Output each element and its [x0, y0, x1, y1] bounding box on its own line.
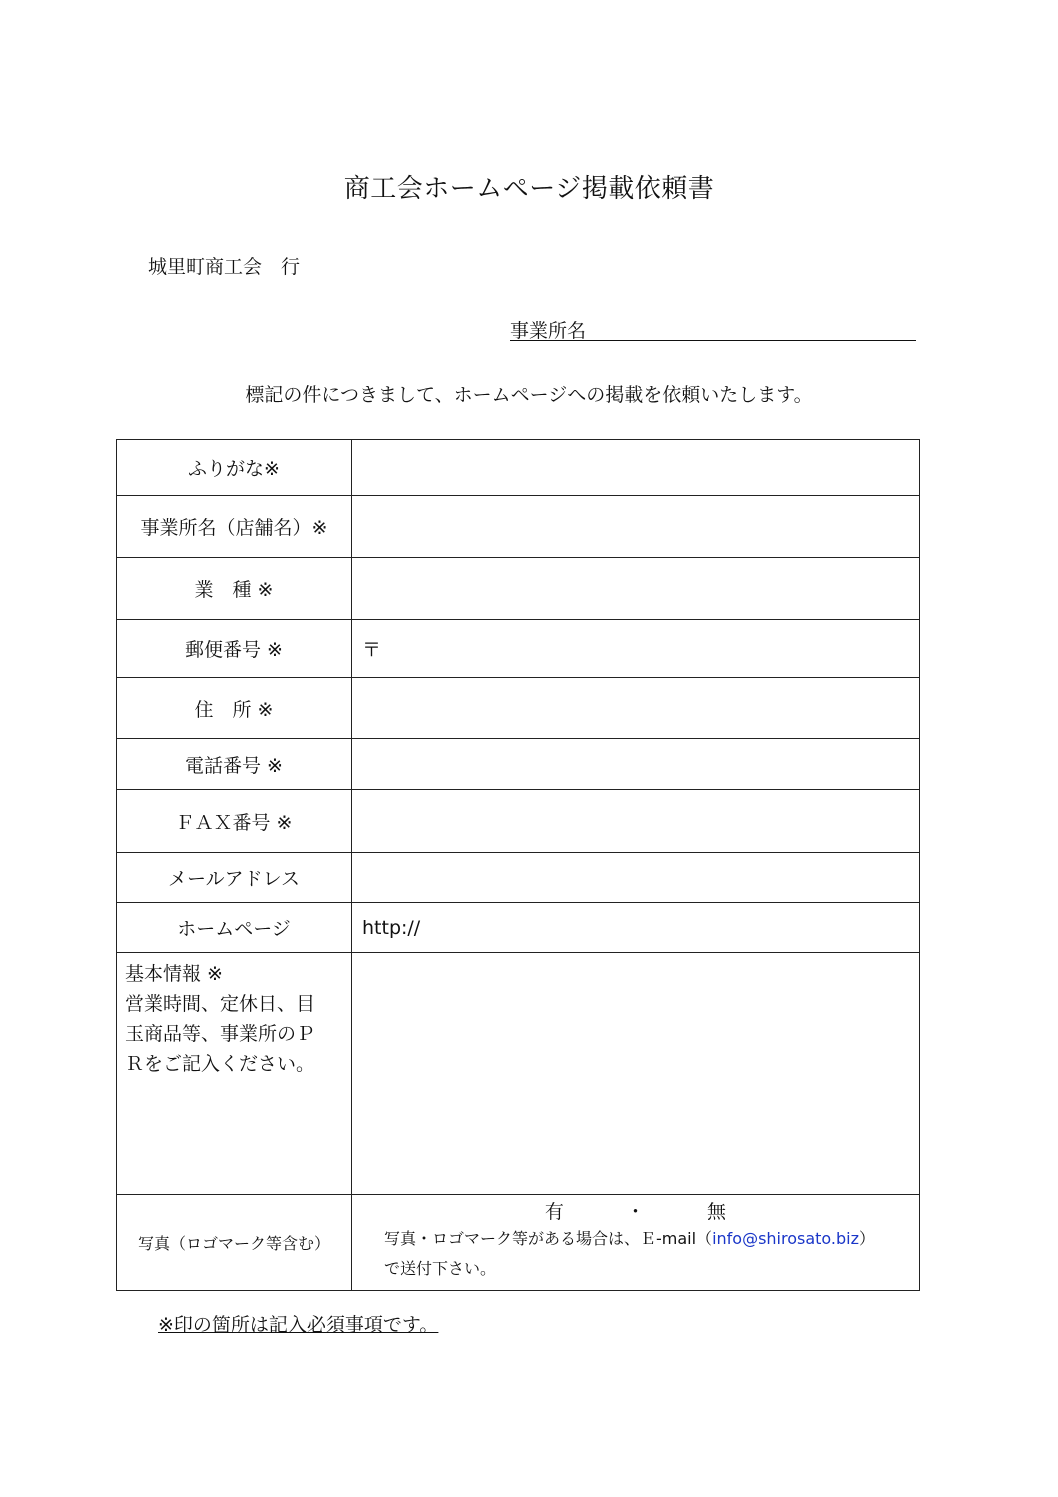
- input-homepage[interactable]: http://: [352, 903, 920, 953]
- input-address[interactable]: [352, 678, 920, 739]
- business-name-field[interactable]: [510, 316, 916, 341]
- form-row-postal-code: [117, 620, 920, 678]
- photo-option-yes[interactable]: 有: [544, 1201, 564, 1223]
- form-row-business-name: [117, 496, 920, 558]
- form-row-fax: [117, 790, 920, 853]
- form-row-furigana: [117, 440, 920, 496]
- basic-info-line: 営業時間、定休日、目: [125, 993, 316, 1015]
- photo-note-line2: で送付下さい。: [384, 1259, 497, 1278]
- form-row-industry: [117, 558, 920, 620]
- photo-option-no[interactable]: 無: [707, 1201, 727, 1223]
- label-industry: 業 種 ※: [117, 558, 352, 620]
- label-basic-info: [117, 953, 352, 1195]
- input-business-name[interactable]: [352, 496, 920, 558]
- application-form-table: [116, 439, 920, 1291]
- photo-options: [352, 1197, 919, 1224]
- input-fax[interactable]: [352, 790, 920, 853]
- basic-info-line: 玉商品等、事業所のＰ: [125, 1023, 316, 1045]
- label-furigana: ふりがな※: [117, 440, 352, 496]
- input-postal-code[interactable]: 〒: [352, 620, 920, 678]
- form-row-phone: [117, 739, 920, 790]
- intro-text: 標記の件につきまして、ホームページへの掲載を依頼いたします。: [245, 384, 813, 406]
- input-email[interactable]: [352, 853, 920, 903]
- required-footnote: ※印の箇所は記入必須事項です。: [158, 1314, 439, 1336]
- label-address: 住 所 ※: [117, 678, 352, 739]
- business-name-label: 事業所名: [510, 320, 587, 342]
- label-phone: 電話番号 ※: [117, 739, 352, 790]
- basic-info-line: 基本情報 ※: [125, 963, 223, 985]
- form-row-homepage: [117, 903, 920, 953]
- label-postal-code: 郵便番号 ※: [117, 620, 352, 678]
- label-fax: ＦＡＸ番号 ※: [117, 790, 352, 853]
- photo-note: [352, 1224, 919, 1284]
- input-basic-info[interactable]: [352, 953, 920, 1195]
- input-phone[interactable]: [352, 739, 920, 790]
- addressee: 城里町商工会 行: [148, 256, 301, 278]
- form-row-email: [117, 853, 920, 903]
- photo-option-separator: ・: [625, 1201, 645, 1223]
- label-email: メールアドレス: [117, 853, 352, 903]
- label-business-name: 事業所名（店舗名）※: [117, 496, 352, 558]
- basic-info-line: Ｒをご記入ください。: [125, 1053, 316, 1075]
- form-row-address: [117, 678, 920, 739]
- form-row-basic-info: [117, 953, 920, 1195]
- photo-cell: [352, 1195, 920, 1291]
- photo-note-suffix: ）: [859, 1229, 876, 1248]
- label-homepage: ホームページ: [117, 903, 352, 953]
- input-industry[interactable]: [352, 558, 920, 620]
- form-row-photo: [117, 1195, 920, 1291]
- email-link[interactable]: info@shirosato.biz: [712, 1229, 860, 1248]
- photo-note-prefix: 写真・ロゴマーク等がある場合は、Ｅ-mail（: [384, 1229, 713, 1248]
- input-furigana[interactable]: [352, 440, 920, 496]
- label-photo: 写真（ロゴマーク等含む）: [117, 1195, 352, 1291]
- page-title: 商工会ホームページ掲載依頼書: [343, 174, 715, 204]
